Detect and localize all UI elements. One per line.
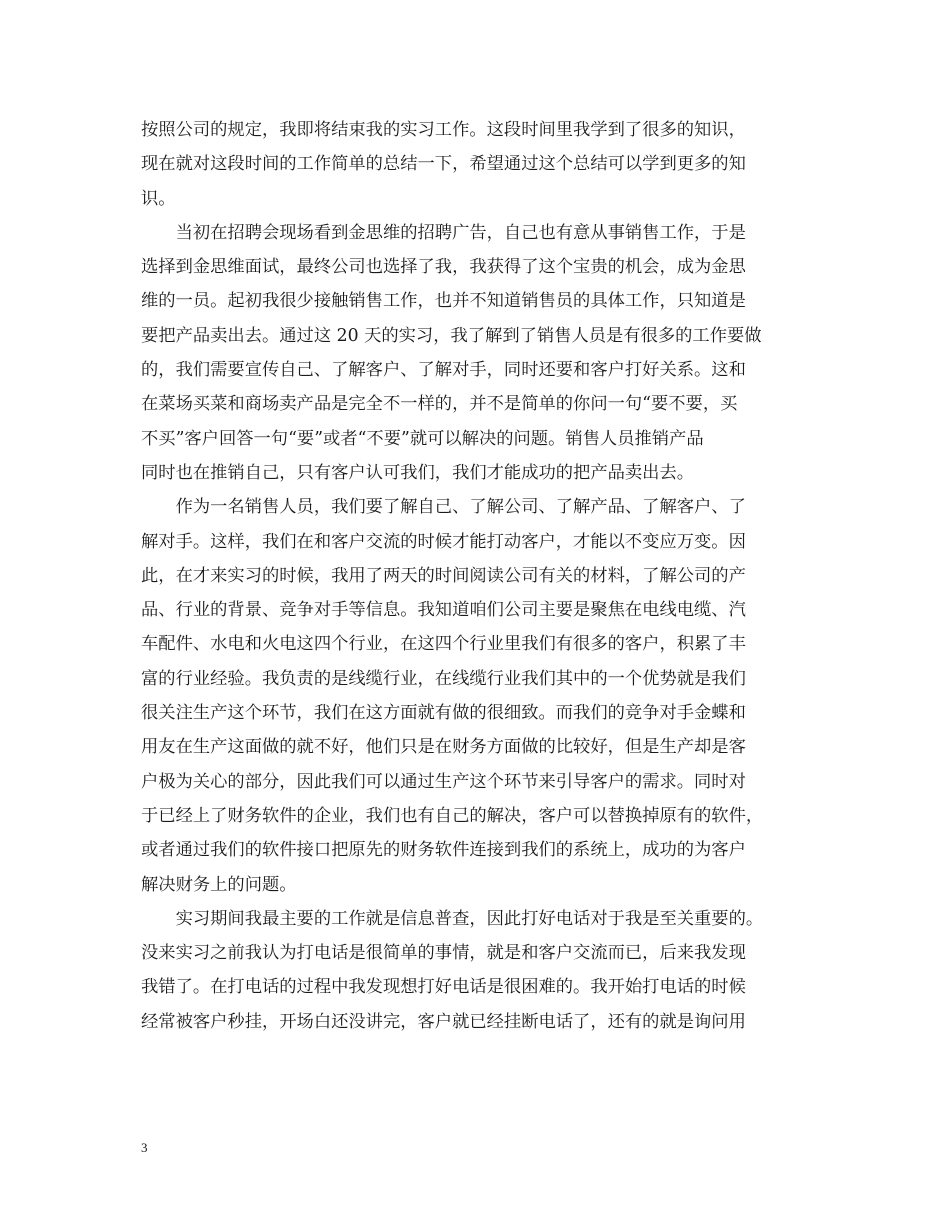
text-line: 很关注生产这个环节，我们在这方面就有做的很细致。而我们的竞争对手金蝶和 xyxy=(141,703,746,724)
text-line: 当初在招聘会现场看到金思维的招聘广告，自己也有意从事销售工作，于是 xyxy=(141,222,746,243)
text-line: 按照公司的规定，我即将结束我的实习工作。这段时间里我学到了很多的知识， xyxy=(141,120,746,140)
text-line: 用友在生产这面做的就不好，他们只是在财务方面做的比较好，但是生产却是客 xyxy=(141,737,746,758)
text-line: 解对手。这样，我们在和客户交流的时候才能打动客户，才能以不变应万变。因 xyxy=(141,531,746,552)
text-line: 车配件、水电和火电这四个行业，在这四个行业里我们有很多的客户，积累了丰 xyxy=(141,634,746,655)
body-text xyxy=(141,113,817,1039)
text-line: 或者通过我们的软件接口把原先的财务软件连接到我们的系统上，成功的为客户 xyxy=(141,840,746,861)
text-line: 实习期间我最主要的工作就是信息普查，因此打好电话对于我是至关重要的。 xyxy=(141,908,764,929)
text-line: 作为一名销售人员，我们要了解自己、了解公司、了解产品、了解客户、了 xyxy=(141,497,746,518)
text-line: 现在就对这段时间的工作简单的总结一下，希望通过这个总结可以学到更多的知 xyxy=(141,154,746,175)
page-number: 3 xyxy=(141,1140,148,1155)
text-line: 的，我们需要宣传自己、了解客户、了解对手，同时还要和客户打好关系。这和 xyxy=(141,360,746,381)
text-line: 没来实习之前我认为打电话是很简单的事情，就是和客户交流而已，后来我发现 xyxy=(141,943,746,964)
text-line: 选择到金思维面试，最终公司也选择了我，我获得了这个宝贵的机会，成为金思 xyxy=(141,257,746,278)
text-line: 我错了。在打电话的过程中我发现想打好电话是很困难的。我开始打电话的时候 xyxy=(141,977,746,998)
text-line: 品、行业的背景、竞争对手等信息。我知道咱们公司主要是聚焦在电线电缆、汽 xyxy=(141,600,746,621)
text-line: 于已经上了财务软件的企业，我们也有自己的解决，客户可以替换掉原有的软件， xyxy=(141,805,764,826)
text-line: 要把产品卖出去。通过这 20 天的实习，我了解到了销售人员是有很多的工作要做 xyxy=(141,325,762,346)
text-line: 经常被客户秒挂，开场白还没讲完，客户就已经挂断电话了，还有的就是询问用 xyxy=(141,1011,746,1032)
text-line: 解决财务上的问题。 xyxy=(141,874,297,895)
text-line: 在菜场买菜和商场卖产品是完全不一样的，并不是简单的你问一句“要不要，买 xyxy=(141,394,738,415)
text-line: 维的一员。起初我很少接触销售工作，也并不知道销售员的具体工作，只知道是 xyxy=(141,291,746,312)
text-line: 富的行业经验。我负责的是线缆行业，在线缆行业我们其中的一个优势就是我们 xyxy=(141,668,746,689)
text-line: 识。 xyxy=(141,188,176,209)
text-line: 同时也在推销自己，只有客户认可我们，我们才能成功的把产品卖出去。 xyxy=(141,462,695,483)
text-line: 户极为关心的部分，因此我们可以通过生产这个环节来引导客户的需求。同时对 xyxy=(141,771,746,792)
text-line: 不买”客户回答一句“要”或者“不要”就可以解决的问题。销售人员推销产品 xyxy=(141,428,704,449)
text-line: 此，在才来实习的时候，我用了两天的时间阅读公司有关的材料，了解公司的产 xyxy=(141,565,746,586)
